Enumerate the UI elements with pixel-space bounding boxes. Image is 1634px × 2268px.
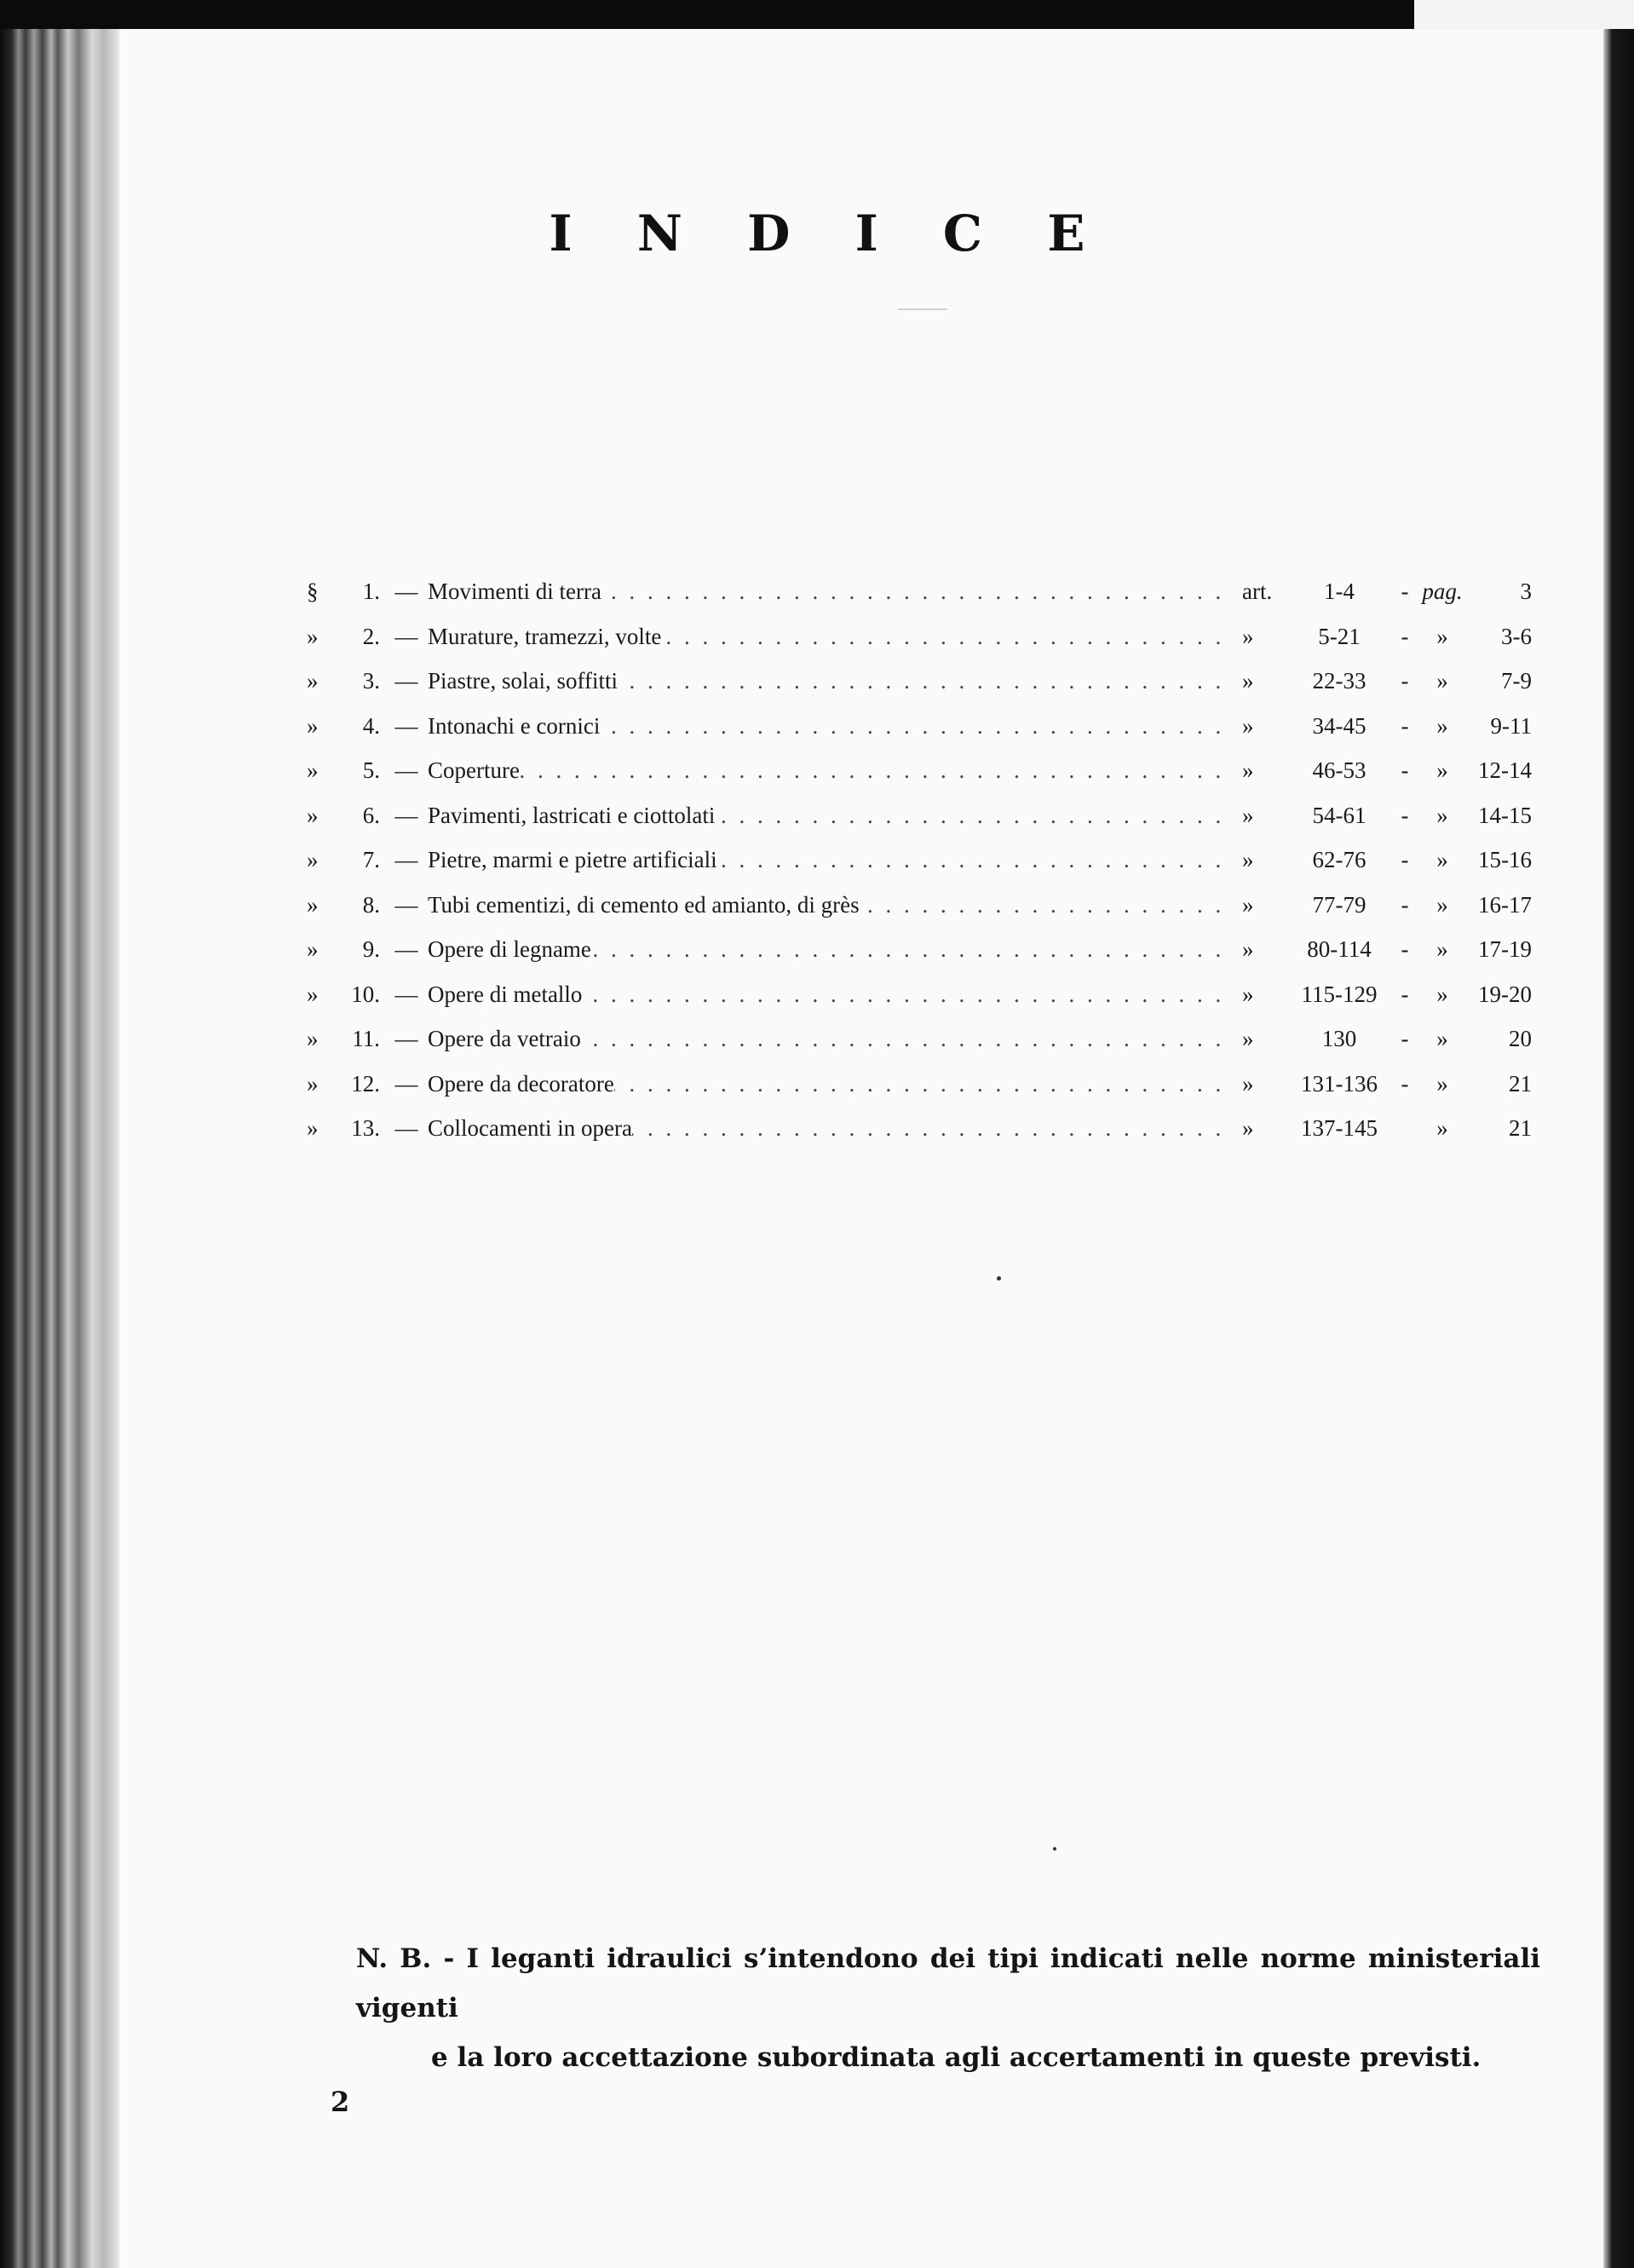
toc-row-pages: 12-14: [1478, 757, 1532, 783]
toc-row: [307, 883, 1532, 928]
toc-row-separator: -: [1401, 891, 1409, 918]
toc-row-art-label: »: [1242, 1070, 1254, 1097]
toc-row-dash: —: [394, 579, 418, 604]
toc-row-pages: 9-11: [1490, 712, 1532, 739]
toc-row-art-label: art.: [1242, 579, 1273, 604]
toc-row-dash: —: [394, 891, 418, 918]
toc-row-article-range: 131-136: [1301, 1070, 1378, 1097]
toc-row-number: 9.: [362, 936, 380, 962]
toc-row: [307, 1062, 1532, 1107]
toc-row: [307, 972, 1532, 1017]
scan-speck: [1053, 1847, 1056, 1851]
toc-row-title-text: Movimenti di terra: [428, 569, 601, 614]
toc-row-mark: »: [307, 668, 319, 694]
toc-row-article-range: 80-114: [1307, 936, 1372, 962]
toc-row: [307, 1106, 1532, 1151]
toc-row-separator: -: [1401, 802, 1409, 828]
toc-row-article-range: 115-129: [1301, 981, 1378, 1007]
toc-row-mark: »: [307, 847, 319, 872]
toc-row-separator: -: [1401, 981, 1409, 1007]
toc-row-pages: 15-16: [1478, 847, 1532, 872]
toc-row-pag-label: »: [1436, 891, 1448, 918]
toc-row-dash: —: [394, 1115, 418, 1141]
toc-row-separator: -: [1401, 1026, 1409, 1051]
toc-row-pages: 16-17: [1478, 891, 1532, 918]
toc-row-pages: 20: [1509, 1026, 1532, 1051]
toc-row-pages: 3: [1520, 579, 1532, 604]
toc-row-pag-label: »: [1436, 623, 1448, 649]
toc-row-separator: -: [1401, 1070, 1409, 1097]
toc-row-number: 11.: [352, 1026, 380, 1051]
toc-row-article-range: 54-61: [1312, 802, 1366, 828]
toc-row-pages: 21: [1509, 1115, 1532, 1141]
toc-row-dash: —: [394, 802, 418, 828]
toc-row-dash: —: [394, 623, 418, 649]
toc-row-pag-label: »: [1436, 1026, 1448, 1051]
toc-row-title-text: Collocamenti in opera: [428, 1106, 632, 1151]
toc-row: [307, 614, 1532, 659]
toc-row-pag-label: »: [1436, 936, 1448, 962]
toc-row-mark: »: [307, 891, 319, 918]
toc-row-pages: 3-6: [1501, 623, 1532, 649]
toc-row-mark: »: [307, 1115, 319, 1141]
toc-row-title-text: Opere da vetraio: [428, 1016, 581, 1062]
toc-row-article-range: 62-76: [1312, 847, 1366, 872]
toc-row-separator: -: [1401, 757, 1409, 783]
toc-row-dash: —: [394, 757, 418, 783]
toc-row-title-text: Coperture: [428, 748, 520, 793]
toc-row: [307, 748, 1532, 793]
toc-row: [307, 793, 1532, 838]
toc-row-separator: -: [1401, 936, 1409, 962]
footnote-line-1: N. B. - I leganti idraulici s’intendono dei tipi indicati nelle norme ministeriali vigenti: [356, 1943, 1540, 2023]
toc-row-pag-label: pag.: [1422, 579, 1463, 604]
toc-row-article-range: 34-45: [1312, 712, 1366, 739]
toc-row-number: 6.: [362, 802, 380, 828]
toc-row-title-text: Opere di legname: [428, 927, 591, 972]
toc-row-dash: —: [394, 847, 418, 872]
toc-row-title-text: Pavimenti, lastricati e ciottolati: [428, 793, 715, 838]
toc-row: [307, 569, 1532, 614]
toc-row-title-text: Intonachi e cornici: [428, 704, 600, 749]
toc-row-mark: »: [307, 757, 319, 783]
toc-row: [307, 838, 1532, 883]
toc-row-pag-label: »: [1436, 757, 1448, 783]
toc-row: [307, 704, 1532, 749]
toc-row-pag-label: »: [1436, 847, 1448, 872]
toc-row-article-range: 77-79: [1312, 891, 1366, 918]
toc-row-dash: —: [394, 936, 418, 962]
toc-row: [307, 1016, 1532, 1062]
toc-row-art-label: »: [1242, 981, 1254, 1007]
toc-row-number: 13.: [351, 1115, 380, 1141]
toc-row-title-text: Opere da decoratore: [428, 1062, 614, 1107]
toc-row-separator: -: [1401, 668, 1409, 694]
toc-row-mark: »: [307, 712, 319, 739]
toc-row-pages: 7-9: [1501, 668, 1532, 694]
toc-row-separator: -: [1401, 623, 1409, 649]
toc-row-art-label: »: [1242, 802, 1254, 828]
toc-row-separator: -: [1401, 847, 1409, 872]
toc-row-article-range: 1-4: [1324, 579, 1355, 604]
toc-row-title-text: Piastre, solai, soffitti: [428, 659, 618, 704]
toc-row-art-label: »: [1242, 1026, 1254, 1051]
toc-row-mark: »: [307, 936, 319, 962]
toc-row-pag-label: »: [1436, 802, 1448, 828]
scan-speck: [997, 1276, 1001, 1281]
book-binding-edge: [0, 0, 119, 2268]
toc-row-dash: —: [394, 1070, 418, 1097]
toc-row-pag-label: »: [1436, 1115, 1448, 1141]
toc-row-title-text: Pietre, marmi e pietre artificiali: [428, 838, 717, 883]
toc-row-art-label: »: [1242, 1115, 1254, 1141]
toc-row-pages: 21: [1509, 1070, 1532, 1097]
toc-row-article-range: 5-21: [1318, 623, 1361, 649]
footnote-line-2: e la loro accettazione subordinata agli accertamenti in queste previsti.: [431, 2042, 1482, 2073]
toc-row-art-label: »: [1242, 936, 1254, 962]
toc-row-art-label: »: [1242, 668, 1254, 694]
toc-row-dash: —: [394, 981, 418, 1007]
toc-row-pag-label: »: [1436, 1070, 1448, 1097]
page-title: I N D I C E: [549, 204, 1109, 262]
toc-row-number: 7.: [362, 847, 380, 872]
toc-row-number: 8.: [362, 891, 380, 918]
toc-row-mark: »: [307, 802, 319, 828]
toc-row-number: 1.: [362, 579, 380, 604]
scan-top-gap: [1414, 0, 1634, 29]
toc-row: [307, 927, 1532, 972]
toc-row-mark: »: [307, 1070, 319, 1097]
toc-row-art-label: »: [1242, 712, 1254, 739]
toc-row-pages: 19-20: [1478, 981, 1532, 1007]
toc-row-mark: §: [307, 579, 319, 604]
page-number: 2: [331, 2086, 350, 2118]
toc-row-number: 2.: [362, 623, 380, 649]
toc-row-article-range: 22-33: [1312, 668, 1366, 694]
toc-row-pag-label: »: [1436, 981, 1448, 1007]
toc-row-art-label: »: [1242, 757, 1254, 783]
toc-row-title-text: Tubi cementizi, di cemento ed amianto, di grès: [428, 883, 860, 928]
toc-row-pages: 17-19: [1478, 936, 1532, 962]
toc-row-dash: —: [394, 668, 418, 694]
toc-row-mark: »: [307, 981, 319, 1007]
toc-row-art-label: »: [1242, 847, 1254, 872]
toc-row-article-range: 130: [1321, 1026, 1357, 1051]
toc-row-pag-label: »: [1436, 668, 1448, 694]
toc-row-art-label: »: [1242, 623, 1254, 649]
scan-right-border: [1603, 29, 1634, 2268]
toc-row-number: 3.: [362, 668, 380, 694]
toc-row-pag-label: »: [1436, 712, 1448, 739]
toc-row-number: 5.: [362, 757, 380, 783]
scan-top-border: [0, 0, 1414, 29]
toc-row-pages: 14-15: [1478, 802, 1532, 828]
toc-row-title-text: Murature, tramezzi, volte: [428, 614, 661, 659]
toc-row-dash: —: [394, 1026, 418, 1051]
toc-row-number: 12.: [351, 1070, 380, 1097]
toc-row-separator: -: [1401, 579, 1409, 604]
toc-row-mark: »: [307, 623, 319, 649]
toc-row-article-range: 46-53: [1312, 757, 1366, 783]
toc-row-mark: »: [307, 1026, 319, 1051]
toc-row-number: 4.: [362, 712, 380, 739]
toc-row-number: 10.: [351, 981, 380, 1007]
toc-row-art-label: »: [1242, 891, 1254, 918]
footnote: [356, 1934, 1540, 2082]
toc-row-separator: -: [1401, 712, 1409, 739]
toc-row-dash: —: [394, 712, 418, 739]
toc-row: [307, 659, 1532, 704]
table-of-contents: [307, 569, 1532, 1151]
title-rule: [898, 308, 947, 310]
toc-row-title-text: Opere di metallo: [428, 972, 582, 1017]
toc-row-article-range: 137-145: [1301, 1115, 1378, 1141]
